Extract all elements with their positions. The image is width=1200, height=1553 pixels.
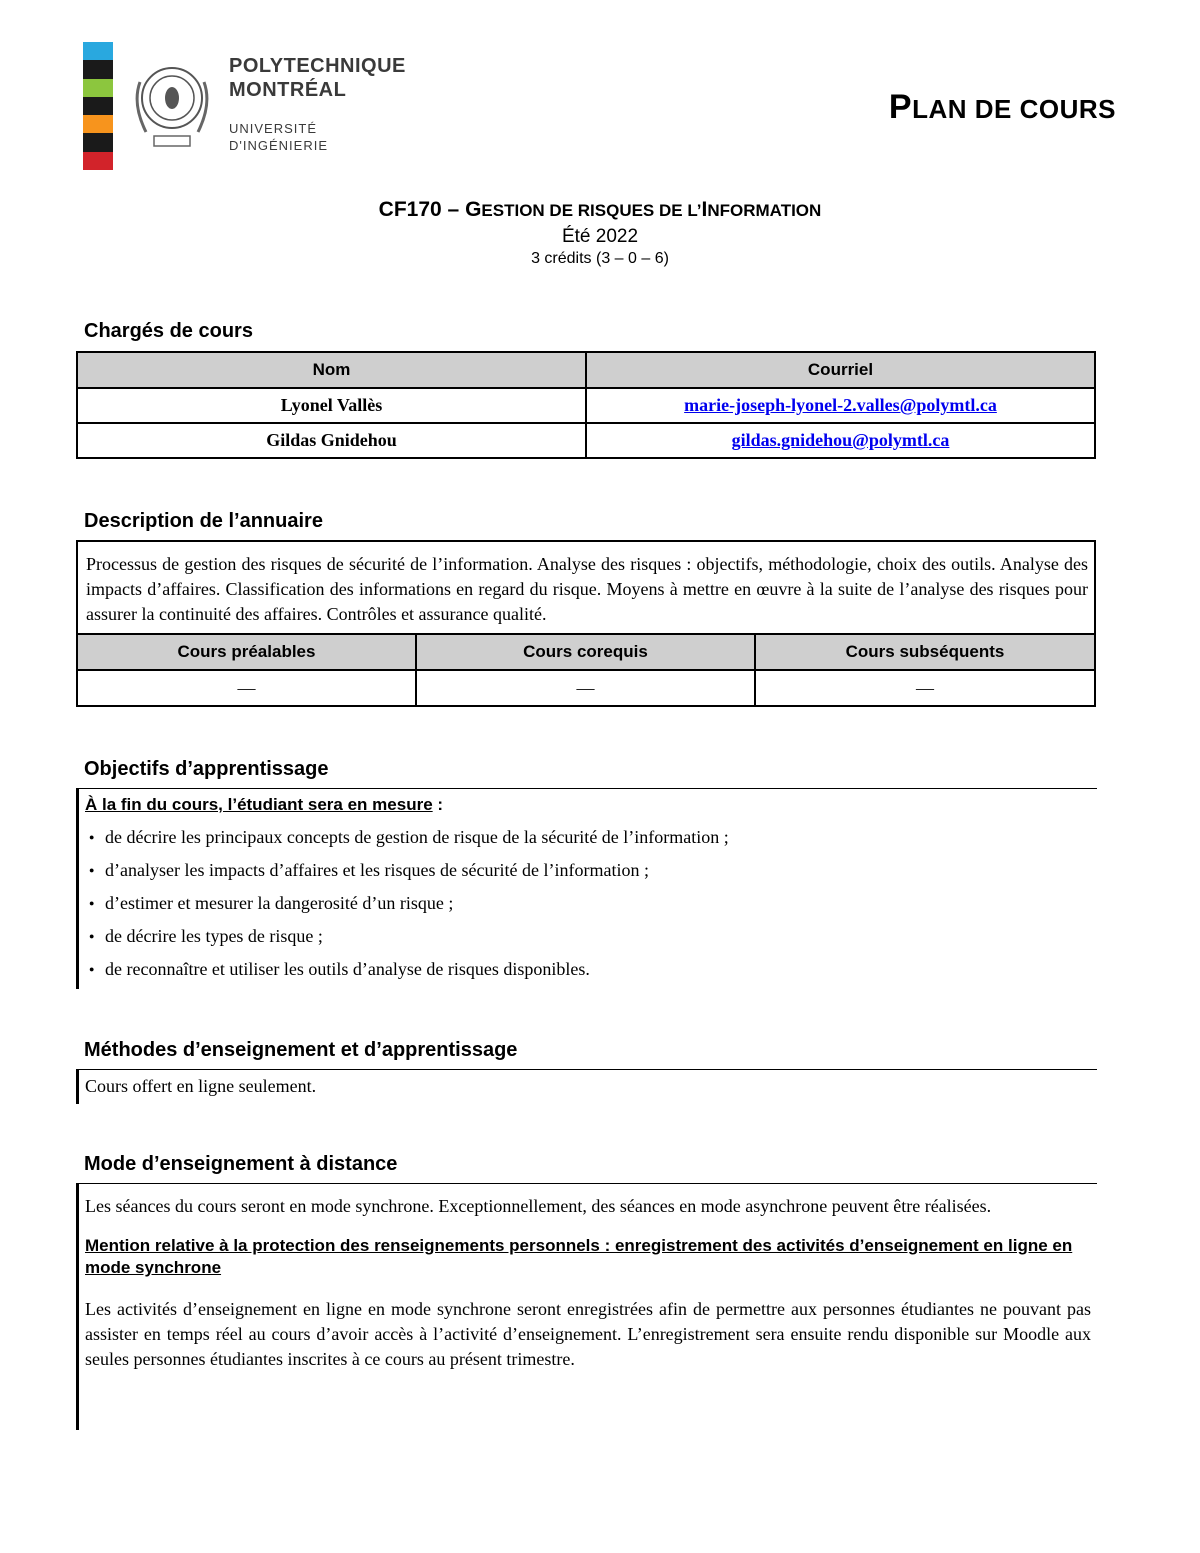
table-row xyxy=(77,388,1095,423)
logo-bar xyxy=(83,79,113,97)
distance-text: Les séances du cours seront en mode synchrone. Exceptionnellement, des séances en mode asynchrone peuvent être réalisées. xyxy=(85,1196,992,1216)
list-item: ● d’estimer et mesurer la dangerosité d’un risque ; xyxy=(85,887,1097,920)
logo-bar xyxy=(83,115,113,133)
seal-icon xyxy=(128,52,216,156)
objectives-list xyxy=(85,821,1097,986)
section-heading-description: Description de l’annuaire xyxy=(84,510,323,532)
logo-subtitle: UNIVERSITÉ D'INGÉNIERIE xyxy=(229,121,328,153)
objectives-box: À la fin du cours, l’étudiant sera en mesure : ● de décrire les principaux concepts de gestion de risque de la sécurité de l’information ; ● d’analyser les impacts d’affaires et les risques de sécurité de l’information ; ● d’estimer et mesurer la dangerosité d’un risque ; ● de décrire les types de risque ; ● de reconnaître et utiliser les outils d’analyse de risques disponibles. xyxy=(76,788,1097,989)
methods-box xyxy=(76,1069,1097,1104)
course-session: Été 2022 xyxy=(561,226,639,247)
list-item: ● de décrire les types de risque ; xyxy=(85,920,1097,953)
document-title: PLAN DE COURS xyxy=(888,88,1116,126)
email-link[interactable]: marie-joseph-lyonel-2.valles@polymtl.ca xyxy=(684,395,997,415)
email-link[interactable]: gildas.gnidehou@polymtl.ca xyxy=(731,430,950,450)
column-header-corequisites: Cours corequis xyxy=(416,634,755,670)
instructors-table xyxy=(76,351,1096,459)
instructor-name: Lyonel Vallès xyxy=(77,388,586,423)
instructor-name: Gildas Gnidehou xyxy=(77,423,586,458)
table-row xyxy=(77,423,1095,458)
prerequisites-value: — xyxy=(77,670,416,706)
logo-bar xyxy=(83,60,113,78)
privacy-mention: Mention relative à la protection des renseignements personnels : enregistrement des activités d’enseignement en ligne en mode synchrone xyxy=(85,1236,1073,1277)
corequisites-value: — xyxy=(416,670,755,706)
logo-bar xyxy=(83,42,113,60)
list-item: ● d’analyser les impacts d’affaires et les risques de sécurité de l’information ; xyxy=(85,854,1097,887)
privacy-text: Les activités d’enseignement en ligne en mode synchrone seront enregistrées afin de permettre aux personnes étudiantes ne pouvant pas assister en temps réel au cours d’avoir accès à l’activité d’enseignement. L’enregistrement sera ensuite rendu disponible sur Moodle aux seules personnes étudiantes inscrites à ce cours au présent trimestre. xyxy=(85,1299,1091,1369)
subsequent-value: — xyxy=(755,670,1095,706)
methods-text: Cours offert en ligne seulement. xyxy=(85,1076,317,1096)
column-header-email: Courriel xyxy=(586,352,1095,388)
logo-bar xyxy=(83,97,113,115)
column-header-subsequent: Cours subséquents xyxy=(755,634,1095,670)
column-header-name: Nom xyxy=(77,352,586,388)
description-text: Processus de gestion des risques de sécurité de l’information. Analyse des risques : objectifs, méthodologie, choix des outils. Analyse des impacts d’affaires. Classification des informations en regard du risque. Moyens à mettre en œuvre à la suite de l’analyse des risques pour assurer la continuité des affaires. Contrôles et assurance qualité. xyxy=(86,554,1088,624)
section-heading-instructors: Chargés de cours xyxy=(84,320,253,342)
section-heading-objectives: Objectifs d’apprentissage xyxy=(84,758,329,780)
list-item: ● de reconnaître et utiliser les outils d’analyse de risques disponibles. xyxy=(85,953,1097,986)
logo-bar xyxy=(83,152,113,170)
section-heading-distance: Mode d’enseignement à distance xyxy=(84,1153,398,1175)
course-credits: 3 crédits (3 – 0 – 6) xyxy=(531,250,669,267)
column-header-prerequisites: Cours préalables xyxy=(77,634,416,670)
list-item: ● de décrire les principaux concepts de gestion de risque de la sécurité de l’information ; xyxy=(85,821,1097,854)
logo-color-bars xyxy=(83,42,113,170)
objectives-intro: À la fin du cours, l’étudiant sera en mesure xyxy=(85,795,433,814)
logo-bar xyxy=(83,133,113,151)
course-title: CF170 – GESTION DE RISQUES DE L’INFORMATION xyxy=(378,198,822,221)
logo-wordmark: POLYTECHNIQUE MONTRÉAL xyxy=(229,55,406,101)
distance-box xyxy=(76,1183,1097,1430)
description-table xyxy=(76,540,1096,707)
section-heading-methods: Méthodes d’enseignement et d’apprentissage xyxy=(84,1039,518,1061)
